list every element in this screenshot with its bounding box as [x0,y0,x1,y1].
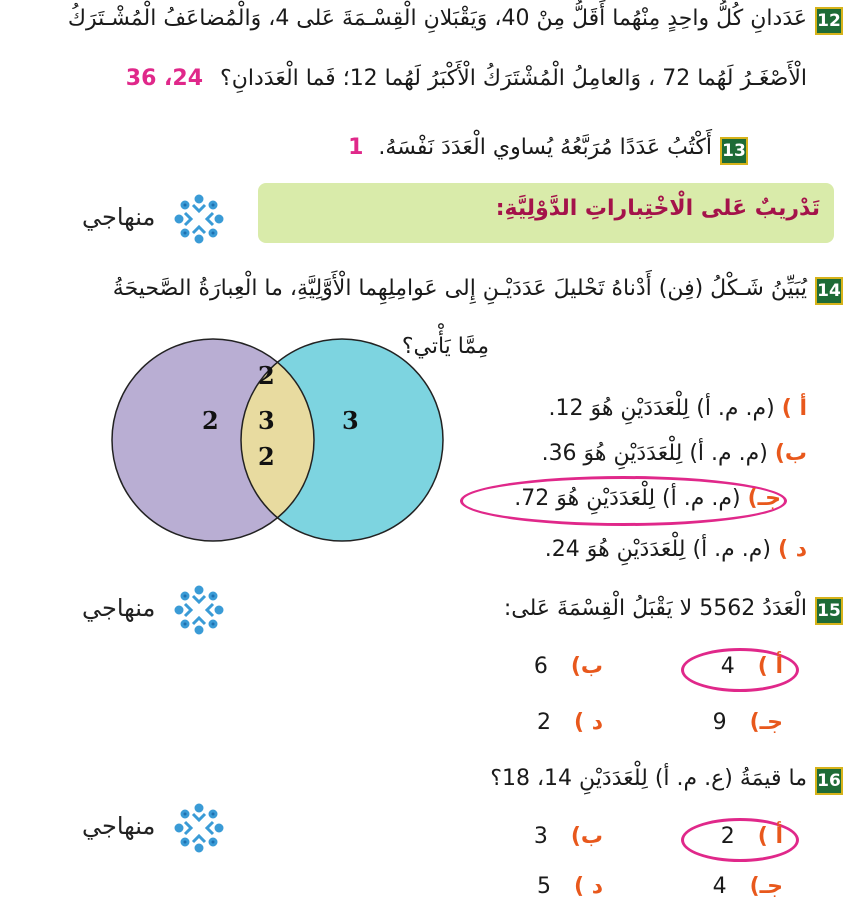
question-16-option-a[interactable] [721,824,783,849]
question-13-text: أَكْتُبُ عَدَدًا مُرَبَّعُهُ يُساوي الْعَدَدَ نَفْسَهُ. [378,135,712,160]
option-letter: د ) [573,710,603,735]
question-14-line-2: مِمَّا يَأْتي؟ [401,334,489,359]
question-13-number: 13 [720,137,748,165]
question-14-option-c[interactable] [514,486,781,511]
venn-middle-value-2: 3 [258,406,275,435]
question-16-option-b[interactable] [534,824,603,849]
option-letter: ب) [570,654,603,679]
question-16-number: 16 [815,767,843,795]
question-14-option-b[interactable] [542,441,807,466]
question-15-option-c[interactable] [713,710,783,735]
option-letter: ب) [570,824,603,849]
venn-left-value: 2 [202,406,219,435]
venn-right-value: 3 [342,406,359,435]
option-letter: د ) [573,874,603,899]
question-12-line-2-text: الْأَصْغَـرُ لَهُما 72 ، وَالعامِلُ الْمُشْتَرَكُ الْأَكْبَرُ لَهُما 12؛ فَما الْعَدَدانِ؟ [220,66,807,91]
venn-middle-value-1: 2 [258,361,275,390]
question-12-line-2 [126,66,807,91]
manhaji-logo-text-1: منهاجي [82,203,156,231]
option-letter: جـ) [749,874,783,899]
option-value: 2 [720,824,735,849]
option-letter: جـ) [749,710,783,735]
option-value: 6 [533,654,548,679]
option-letter: أ ) [757,824,783,849]
manhaji-logo-text-2: منهاجي [82,594,156,622]
question-12-number: 12 [815,7,843,35]
question-15-option-a[interactable] [721,654,783,679]
question-12-line-1: عَدَدانِ كُلُّ واحِدٍ مِنْهُما أَقَلُّ مِنْ 40، وَيَقْبَلانِ الْقِسْـمَةَ عَلى 4، وَالْمُضاعَفُ الْمُشْـتَرَكُ [67,6,807,31]
question-13-answer: 1 [348,135,364,160]
question-14-line-1: يُبَيِّنُ شَـكْلُ (فِن) أَدْناهُ تَحْليلَ عَدَدَيْـنِ إِلى عَوامِلِهِما الْأَوَّلِيَّةِ، ما الْعِبارَةُ الصَّحيحَةُ [112,276,807,301]
option-value: 4 [720,654,735,679]
venn-middle-value-3: 2 [258,442,275,471]
question-16-text: ما قيمَةُ (ع. م. أ) لِلْعَدَدَيْنِ 14، 18؟ [490,766,807,791]
question-15-number: 15 [815,597,843,625]
question-15-text: الْعَدَدُ 5562 لا يَقْبَلُ الْقِسْمَةَ عَلى: [503,596,807,621]
option-text: (م. م. أ) لِلْعَدَدَيْنِ هُوَ 36. [541,441,768,466]
option-value: 2 [536,710,551,735]
option-value: 3 [533,824,548,849]
manhaji-logo-text-3: منهاجي [82,812,156,840]
option-letter: جـ) [747,486,781,511]
question-14-option-d[interactable] [545,537,807,562]
venn-diagram [110,335,445,545]
banner-title: تَدْريبٌ عَلى الْاخْتِباراتِ الدَّوْلِيَّةِ: [495,196,820,221]
option-value: 5 [536,874,551,899]
question-15-option-d[interactable] [537,710,603,735]
option-letter: أ ) [757,654,783,679]
manhaji-logo-icon-3 [171,800,227,856]
option-text: (م. م. أ) لِلْعَدَدَيْنِ هُوَ 24. [544,537,771,562]
question-14-option-a[interactable] [548,396,807,421]
option-text: (م. م. أ) لِلْعَدَدَيْنِ هُوَ 12. [548,396,775,421]
option-letter: ب) [774,441,807,466]
option-letter: أ ) [781,396,807,421]
question-15-option-b[interactable] [534,654,603,679]
question-13-line [348,135,712,160]
option-letter: د ) [777,537,807,562]
option-text: (م. م. أ) لِلْعَدَدَيْنِ هُوَ 72. [514,486,741,511]
option-value: 4 [712,874,727,899]
question-14-number: 14 [815,277,843,305]
option-value: 9 [712,710,727,735]
question-16-option-c[interactable] [713,874,783,899]
international-tests-banner [258,183,834,243]
manhaji-logo-icon-2 [171,582,227,638]
question-16-option-d[interactable] [537,874,603,899]
question-12-answer: 24، 36 [125,66,204,91]
manhaji-logo-icon-1 [171,191,227,247]
